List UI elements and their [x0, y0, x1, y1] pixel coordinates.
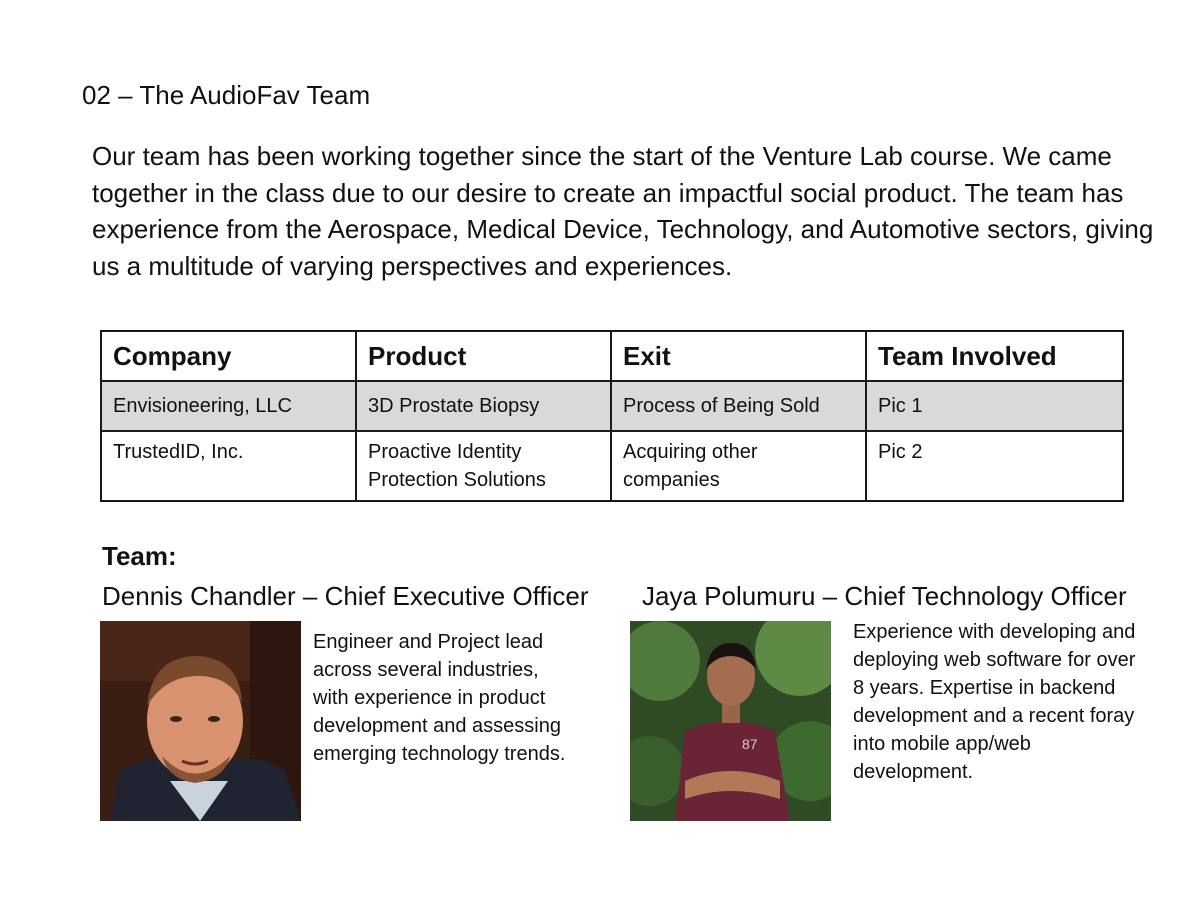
table-row — [101, 381, 1123, 431]
team-intro-paragraph: Our team has been working together since the start of the Venture Lab course. We came together in the class due to our desire to create an impactful social product. The team has experience from the Aerospace, Medical Device, Technology, and Automotive sectors, giving us a multitude of varying perspectives and experiences. — [92, 141, 1154, 281]
svg-text:87: 87 — [742, 736, 758, 752]
cell-team-involved: Pic 1 — [866, 381, 1123, 431]
cell-product: 3D Prostate Biopsy — [356, 381, 611, 431]
cell-exit: Acquiring other companies — [611, 431, 866, 501]
slide-title: 02 – The AudioFav Team — [82, 80, 371, 110]
member-bio-cto: Experience with developing and deploying web software for over 8 years. Expertise in backend development and a recent foray into mobile app/web development. — [853, 621, 1136, 783]
portrait-photo-ceo — [100, 621, 301, 821]
cell-team-involved: Pic 2 — [866, 431, 1123, 501]
portrait-photo-cto — [630, 621, 831, 821]
cell-company: TrustedID, Inc. — [101, 431, 356, 501]
cell-product: Proactive Identity Protection Solutions — [356, 431, 611, 501]
member-title-cto: Jaya Polumuru – Chief Technology Officer — [642, 581, 1127, 611]
header-exit: Exit — [611, 331, 866, 381]
cell-company: Envisioneering, LLC — [101, 381, 356, 431]
ventures-table — [100, 330, 1124, 502]
table-row — [101, 431, 1123, 501]
header-team-involved: Team Involved — [866, 331, 1123, 381]
header-product: Product — [356, 331, 611, 381]
header-company: Company — [101, 331, 356, 381]
table-header-row — [101, 331, 1123, 381]
member-bio-ceo: Engineer and Project lead across several industries, with experience in product development and assessing emerging technology trends. — [313, 631, 566, 765]
team-heading: Team: — [102, 541, 177, 571]
member-title-ceo: Dennis Chandler – Chief Executive Officer — [102, 581, 589, 611]
cell-exit: Process of Being Sold — [611, 381, 866, 431]
